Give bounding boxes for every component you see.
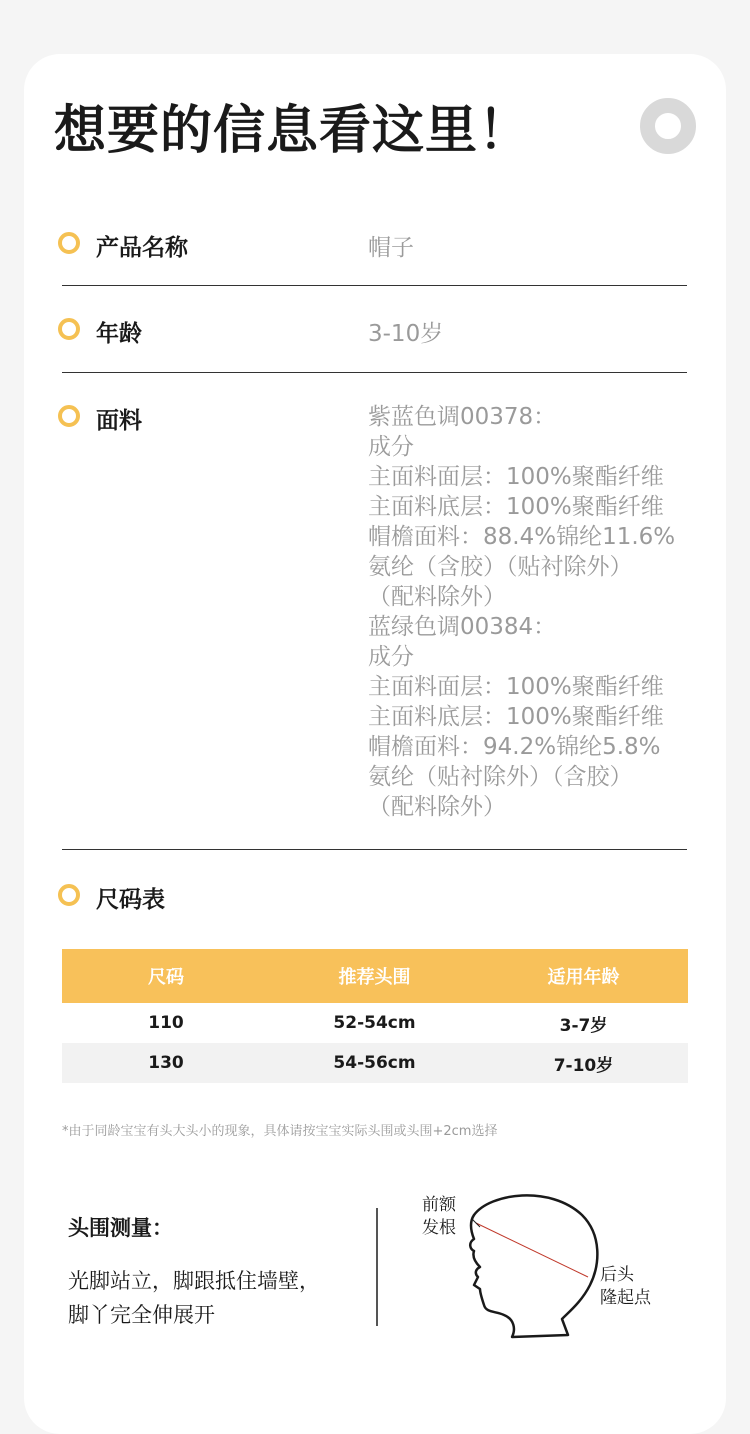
page-title: 想要的信息看这里！ bbox=[54, 101, 532, 161]
fabric-line: 氨纶（含胶）（贴衬除外） bbox=[368, 554, 633, 580]
table-row bbox=[62, 1003, 688, 1043]
fabric-line: 帽檐面料：88.4%锦纶11.6% bbox=[368, 524, 676, 550]
fabric-line: 紫蓝色调00378： bbox=[368, 404, 557, 430]
divider bbox=[62, 849, 687, 850]
footnote: *由于同龄宝宝有头大头小的现象，具体请按宝宝实际头围或头围+2cm选择 bbox=[62, 1124, 498, 1139]
divider bbox=[62, 372, 687, 373]
header-age: 适用年龄 bbox=[547, 967, 620, 988]
cell-size: 130 bbox=[148, 1053, 184, 1073]
fabric-line: 主面料面层：100%聚酯纤维 bbox=[368, 674, 664, 700]
age-label: 年龄 bbox=[96, 321, 142, 347]
label-forehead: 前额 发根 bbox=[422, 1195, 456, 1238]
vertical-divider bbox=[376, 1208, 378, 1326]
cell-head-circumference: 52-54cm bbox=[333, 1013, 416, 1033]
header-size: 尺码 bbox=[148, 967, 184, 988]
size-chart-label: 尺码表 bbox=[96, 887, 165, 913]
bullet-ring-icon bbox=[58, 318, 80, 340]
decorative-ring-icon bbox=[640, 98, 696, 154]
fabric-line: 成分 bbox=[368, 644, 414, 670]
fabric-label: 面料 bbox=[96, 408, 142, 434]
table-row bbox=[62, 1043, 688, 1083]
size-table bbox=[62, 949, 688, 1083]
fabric-line: （配料除外） bbox=[368, 584, 506, 610]
fabric-line: 主面料底层：100%聚酯纤维 bbox=[368, 494, 664, 520]
fabric-line: 帽檐面料：94.2%锦纶5.8% bbox=[368, 734, 661, 760]
product-name-label: 产品名称 bbox=[96, 235, 188, 261]
size-table-header bbox=[62, 949, 688, 1003]
fabric-composition bbox=[368, 402, 675, 822]
product-name-value: 帽子 bbox=[368, 235, 414, 261]
bullet-ring-icon bbox=[58, 884, 80, 906]
cell-size: 110 bbox=[148, 1013, 184, 1033]
fabric-line: 主面料底层：100%聚酯纤维 bbox=[368, 704, 664, 730]
measure-description bbox=[68, 1264, 320, 1332]
cell-age: 3-7岁 bbox=[559, 1015, 608, 1036]
fabric-line: 氨纶（贴衬除外）（含胶） bbox=[368, 764, 633, 790]
fabric-line: （配料除外） bbox=[368, 794, 506, 820]
measure-title: 头围测量： bbox=[68, 1216, 173, 1240]
cell-age: 7-10岁 bbox=[553, 1055, 614, 1076]
age-value: 3-10岁 bbox=[368, 321, 444, 347]
measure-desc-line: 脚丫完全伸展开 bbox=[68, 1303, 215, 1327]
measure-desc-line: 光脚站立，脚跟抵住墙壁， bbox=[68, 1269, 320, 1293]
label-back-of-head: 后头 隆起点 bbox=[600, 1265, 651, 1308]
header-head-circumference: 推荐头围 bbox=[338, 967, 411, 988]
divider bbox=[62, 285, 687, 286]
fabric-line: 成分 bbox=[368, 434, 414, 460]
fabric-line: 主面料面层：100%聚酯纤维 bbox=[368, 464, 664, 490]
cell-head-circumference: 54-56cm bbox=[333, 1053, 416, 1073]
bullet-ring-icon bbox=[58, 405, 80, 427]
bullet-ring-icon bbox=[58, 232, 80, 254]
fabric-line: 蓝绿色调00384： bbox=[368, 614, 557, 640]
